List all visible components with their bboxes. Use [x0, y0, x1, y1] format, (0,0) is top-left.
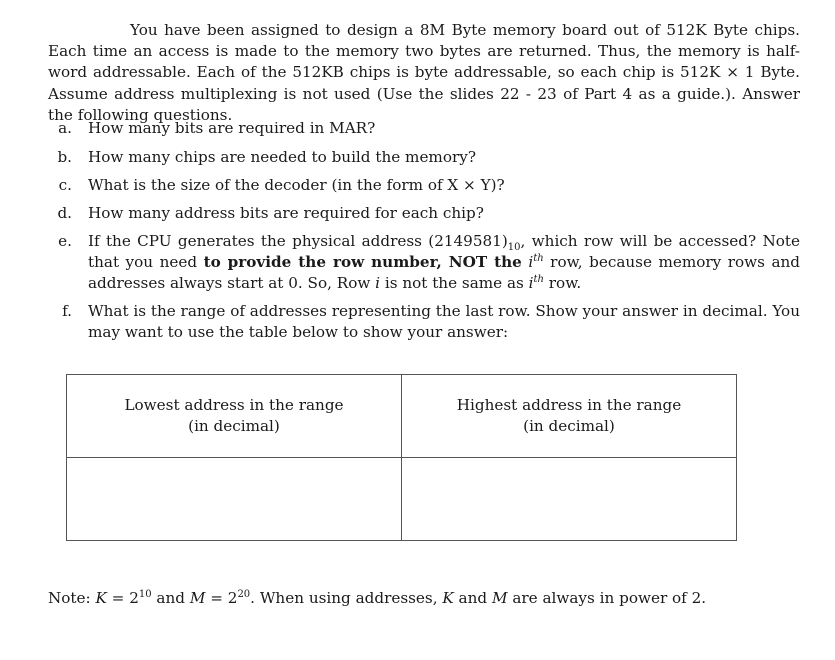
problem-intro: You have been assigned to design a 8M Byte memory board out of 512K Byte chips. Each time an access is made to the memory two bytes are returned. Thus, the memory is half-word addressable. Each of the 512KB chips is byte addressable, so each chip is 512K × 1 Byte. Assume address multiplexing is not used (Use the slides 22 - 23 of Part 4 as a guide.). Answer the following questions.	[48, 21, 800, 124]
note-m: M	[189, 589, 206, 607]
note-prefix: Note:	[48, 589, 96, 607]
question-e-part6: row.	[543, 274, 582, 293]
lowest-address-header	[67, 375, 402, 458]
highest-address-header	[402, 375, 737, 458]
note-suffix: are always in power of 2.	[507, 589, 707, 607]
table-answer-row	[67, 458, 737, 541]
note-and: and	[151, 589, 190, 607]
note-mid: . When using addresses,	[250, 589, 443, 607]
table-header-row	[67, 375, 737, 458]
note-k2: K	[442, 589, 454, 607]
note	[48, 588, 808, 609]
question-text: How many chips are needed to build the memory?	[88, 148, 476, 166]
header-line: Lowest address in the range	[124, 396, 344, 414]
ith-base: i	[528, 253, 534, 272]
question-marker: c.	[58, 176, 72, 194]
note-eq2: = 2	[205, 589, 238, 607]
question-text: What is the size of the decoder (in the form of X × Y)?	[88, 176, 505, 194]
answer-table	[66, 374, 737, 541]
header-line: Highest address in the range	[456, 396, 682, 414]
row-variable: i	[375, 274, 381, 293]
question-marker: e.	[58, 232, 72, 250]
question-marker: a.	[58, 119, 72, 137]
question-e-part1: If the CPU generates the physical address (2149581)	[88, 232, 508, 250]
question-text: How many bits are required in MAR?	[88, 119, 376, 137]
note-exp1: 10	[138, 588, 152, 600]
question-text: How many address bits are required for each chip?	[88, 204, 484, 222]
note-k: K	[95, 589, 107, 607]
note-eq1: = 2	[106, 589, 139, 607]
ith-base-2: i	[528, 274, 534, 293]
lowest-address-cell	[67, 458, 402, 541]
note-and2: and	[453, 589, 492, 607]
highest-address-cell	[402, 458, 737, 541]
note-m2: M	[491, 589, 508, 607]
question-e-part4: row, because memory rows and addresses always start at 0. So, Row	[88, 253, 801, 293]
header-subline: (in decimal)	[188, 417, 280, 435]
question-marker: d.	[57, 204, 72, 222]
question-e-part5: is not the same as	[380, 274, 529, 293]
question-text	[88, 231, 800, 295]
question-text: What is the range of addresses representing the last row. Show your answer in decimal. You may want to use the table below to show your answer:	[88, 302, 800, 342]
question-e-part2: , which row will be accessed? Note that you need	[88, 232, 800, 272]
header-subline: (in decimal)	[523, 417, 615, 435]
ith-superscript-2: th	[533, 274, 544, 286]
note-exp2: 20	[237, 588, 251, 600]
emphasis-text: to provide the row number, NOT the	[203, 253, 522, 272]
question-marker: f.	[62, 302, 72, 320]
base-subscript: 10	[507, 242, 521, 254]
question-marker: b.	[57, 148, 72, 166]
ith-superscript: th	[533, 253, 544, 265]
